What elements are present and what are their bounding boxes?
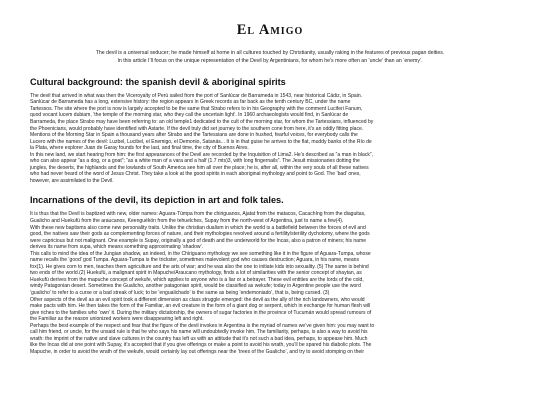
body-text-line: Gualicho and Huekufü from the araucanos, Keenguékön from the tehuelches, Supay from the north-west of Argentina, just to name a few(4). — [30, 218, 344, 225]
section-heading-incarnations: Incarnations of the devil, its depiction in art and folk tales. — [30, 195, 284, 206]
body-text-line: fox(1). He gives corn to men, teaches them agriculture and the arts of war; and he was also the one to initiate kids into sexuality. (5) The same is behind — [30, 263, 369, 270]
body-text-line: jungles, the deserts, the highlands and the lowlands of South America see him all over the place; he is, after all, within the very souls of all these natives — [30, 164, 369, 171]
body-text-line: the Phoenicians, would probably have identified with Astarte. If the devil truly did set journey to the southern cone from here, it’s an oddly fitting place. — [30, 125, 364, 132]
body-text-line: Mapuche, in order to avoid the wrath of the wekufe, would certainly lay out offerings near the ‘trees of the Gualicho’, and try to avoid stomping on their — [30, 348, 365, 355]
body-text-line: la Plata, where explorer Juan de Garay founds for the last, and final time, the city of Buenos Aires. — [30, 145, 249, 152]
body-text-line: good, the natives saw their gods as complementing forces of nature, and their mythologies revolved around a fertility/sterility dychotomy, where the gods — [30, 231, 370, 238]
body-text-line: wrath: the imprint of the native and slave cultures in the country has left us with an attitude that it’s not such a bad idea, perhaps, to appease him. Much — [30, 335, 368, 342]
body-text-line: The devil that arrived in what was then the Viceroyalty of Perú sailed from the port of Sanlúcar de Barrameda in 1543, near historical Cádiz, in Spain. — [30, 92, 363, 99]
body-text-line: Tartessos. The site where the port is now is largely accepted to be the same that Strabo refers to in his Geography with the comment Luciferi Fanum, — [30, 105, 363, 112]
body-text-line: give riches to the families who ‘own’ it. During the military dictatorship, the owners of sugar factories in the province of Tucumán would spread rumours of — [30, 309, 372, 316]
body-text-line: With these new baptisms also come new personality traits. Unlike the christian dualism in which the world is a battlefield between the forces of evil and — [30, 224, 366, 231]
body-text-line: Other aspects of the devil as an evil spirit took a different dimension as class struggle emerged: the devil as the ally of the rich landowners, who would — [30, 296, 365, 303]
section-body-cultural-background — [30, 93, 510, 185]
body-text-line: two ends of the world.(2) Huekufü, a malignant spirit in Mapuche/Araucano mythology, finds a lot of similarities with the senior concept of shaytan, as — [30, 270, 362, 277]
body-text-line: This calls to mind the idea of the Jungian shadow, an indeed, in the Chiriguano mythology we see something like it in the figure of Aguara-Tumpa, whose — [30, 250, 371, 257]
body-text-line: Huekufü derives from the mapuche concept of wekufe, which applies to anyone who is a liar or a betrayer. These evil entities are the lords of the cold, — [30, 276, 364, 283]
body-text-line: windy Patagonian desert. Sometimes the Gualicho, another patagonian spirit, would be classified as wekufe; today in Argentine people use the word — [30, 283, 361, 290]
body-text-line: call him friend, or uncle, for the unsaid rule is that he who says his name will undoubtedly invoke him. The familiarity, perhaps, is also a way to avoid his — [30, 329, 368, 336]
body-text-line: Sanlúcar de Barrameda has a long, extensive history: the region appears in Greek records as far back as the tenth century BC, under the name — [30, 99, 351, 106]
body-text-line: the Familiar as the reason unionized workers were disappearing left and right. — [30, 316, 204, 323]
body-text-line: Perhaps the best example of the respect and fear that the figure of the devil invokes in Argentina is the myriad of names we’ve given him: you may want to — [30, 322, 375, 329]
body-text-line: Lucero with the names of the devil: Luzbel, Lucibel, el Enemigo, el Demonio, Satanás... It is in that guise he arrives to the flat, muddy banks of the Río de — [30, 138, 372, 145]
intro-text — [30, 49, 510, 66]
body-text-line: like the Incas did at one point with Supay, it’s accepted that if you give offerings or make a point to avoid his wrath, you’ll be spared his diabolic plots. The — [30, 342, 372, 349]
body-text-line: In this new land, we start hearing from him: the first appearances of the Devil are recorded by the Inquisition of Lima2. He’s described as “a man in black”, — [30, 151, 373, 158]
body-text-line: were capricious but not malignant. One example is Supay, originally a god of death and the underworld for the Incas, also a patron of miners; his name — [30, 237, 366, 244]
section-heading-cultural-background: Cultural background: the spanish devil & aboriginal spirits — [30, 76, 286, 87]
body-text-line: Mentions of the Morning Star in Spain a thousand years after Strabo and the Tartessians are done in hushed, fearful voices, for everybody calls the — [30, 132, 358, 139]
intro-line: The devil is a universal seducer; he made himself at home in all cultures touched by Christianity, usually raking in the features of previous pagan deities. — [95, 50, 445, 56]
body-text-line: Barrameda, the place Strabo may have been referring to: an old temple1 dedicated to the cult of the morning star, for whom the Tartessians, influenced by — [30, 119, 374, 125]
body-text-line: quod vocant lucem dubiam, ‘the temple of the morning star, who they call the uncertain light’. In 1960 archaeologists would find, in Sanlúcar de — [30, 112, 349, 119]
body-text-line: name recalls the ‘good’ god Tumpa. Aguara-Tumpa is the trickster, sometimes malevolent god who causes destruction; Aguara, in his name, means — [30, 257, 359, 264]
page-title: El Amigo — [236, 22, 304, 38]
body-text-line: who had never heard of the word of Jesus Christ. They take a look at the good spirits in each aboriginal mythology and point to God. The ‘bad’ ones, — [30, 171, 361, 178]
body-text-line: derives its name from supa, which means something approximating ‘shadow’. — [30, 244, 204, 251]
body-text-line: however, are assimilated to the Devil. — [30, 177, 114, 184]
intro-line: In this article I’ll focus on the unique representation of the Devil by Argentinians, for whom he’s more often an ‘uncle’ than an ‘enemy’. — [117, 58, 423, 65]
section-body-incarnations — [30, 211, 510, 355]
body-text-line: who can also appear “as a dog, or a goat”; “as a white man of a vara and a half (1.7 mts)3, with long fingernails”. The Jesuit missionaries dotting the — [30, 158, 360, 165]
body-text-line: make pacts with him. He then takes the form of the Familiar, an evil creature in the form of a giant dog or serpent, which in exchange for human flesh will — [30, 303, 371, 310]
body-text-line: ‘gualicho’ to refer to a curse or a bad streak of luck; to be ‘engualichado’ is the same as being ‘endemoniado’, that is, being cursed. (3) — [30, 290, 330, 297]
body-text-line: It is thus that the Devil is baptized with new, older names: Aguara-Tümpa from the chiriguanos, Ajatat from the matacos, Cacachíng from the diaguitas, — [30, 211, 366, 218]
